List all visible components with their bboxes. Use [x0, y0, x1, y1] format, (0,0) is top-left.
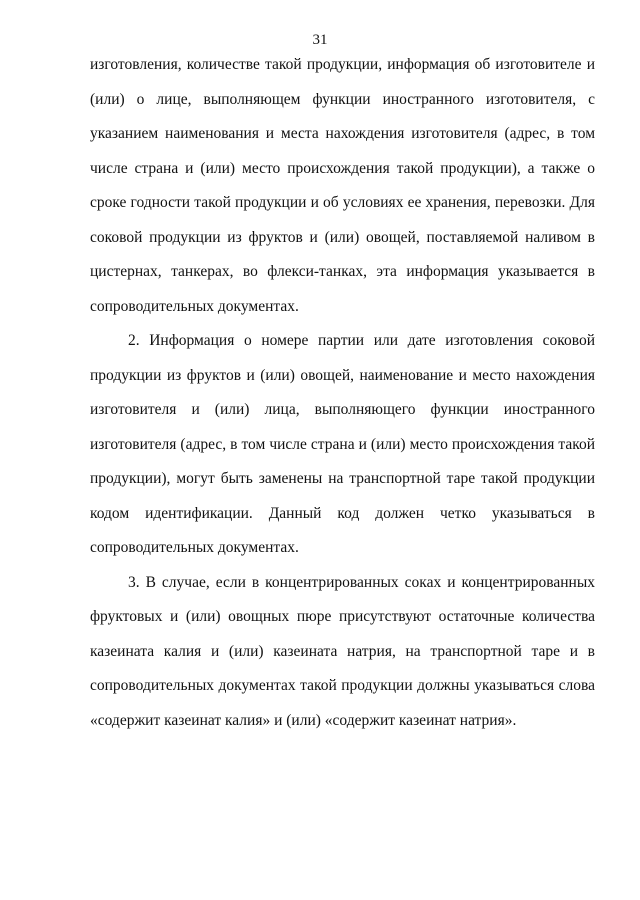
paragraph-item-2: 2. Информация о номере партии или дате изготовления соковой продукции из фруктов и (или) овощей, наименование и место нахождения изготовителя и (или) лица, выполняющего функции иностранного изготовителя (адрес, в том числе страна и (или) место происхождения такой продукции), могут быть заменены на транспортной таре такой продукции кодом идентификации. Данный код должен четко указываться в сопроводительных документах. — [90, 332, 595, 556]
paragraph-continuation: изготовления, количестве такой продукции, информация об изготовителе и (или) о лице, выполняющем функции иностранного изготовителя, с указанием наименования и места нахождения изготовителя (адрес, в том числе страна и (или) место происхождения такой продукции), а также о сроке годности такой продукции и об условиях ее хранения, перевозки. Для соковой продукции из фруктов и (или) овощей, поставляемой наливом в цистернах, танкерах, во флекси-танках, эта информация указывается в сопроводительных документах. — [90, 56, 595, 315]
page-number: 31 — [312, 32, 328, 48]
document-body — [90, 48, 595, 738]
paragraph-item-3: 3. В случае, если в концентрированных соках и концентрированных фруктовых и (или) овощных пюре присутствуют остаточные количества казеината калия и (или) казеината натрия, на транспортной таре и в сопроводительных документах такой продукции должны указываться слова «содержит казеинат калия» и (или) «содержит казеинат натрия». — [90, 573, 595, 729]
